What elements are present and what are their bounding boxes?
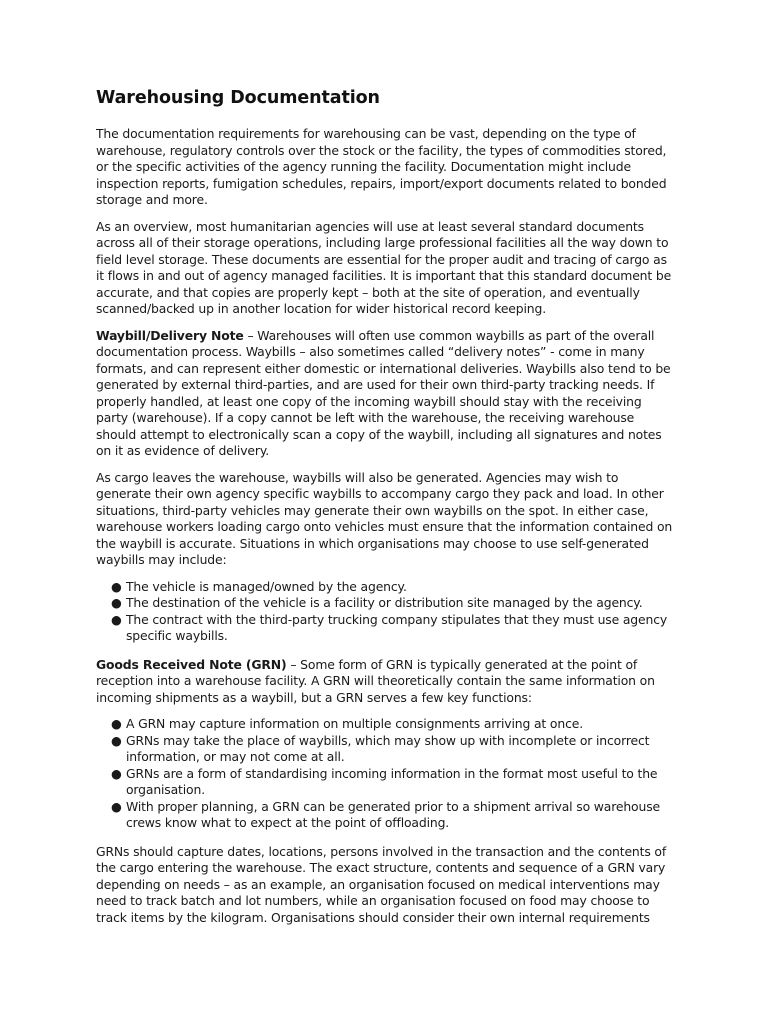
bullet-icon: ●: [111, 716, 122, 731]
waybill-text: – Warehouses will often use common waybills as part of the overall documentation process. Waybills – also sometimes called “delivery notes” - come in many formats, and can represent either domestic or international deliveries. Waybills also tend to be generated by external third-parties, and are used for their own third-party tracking needs. If properly handled, at least one copy of the incoming waybill should stay with the receiving party (warehouse). If a copy cannot be left with the warehouse, the receiving warehouse should attempt to electronically scan a copy of the waybill, including all signatures and notes on it as evidence of delivery.: [96, 327, 671, 458]
paragraph-grn: [96, 657, 676, 707]
bullet-icon: ●: [111, 765, 122, 781]
grn-functions-list: [96, 716, 676, 832]
list-item: [111, 798, 676, 832]
paragraph-overview: As an overview, most humanitarian agencies will use at least several standard documents across all of their storage operations, including large professional facilities all the way down to field level storage. These documents are essential for the proper audit and tracing of cargo as it flows in and out of agency managed facilities. It is important that this standard document be accurate, and that copies are properly kept – both at the site of operation, and eventually scanned/backed up in another location for wider historical record keeping.: [96, 218, 672, 316]
list-item-text: The vehicle is managed/owned by the agency.: [126, 578, 407, 594]
bullet-icon: ●: [111, 732, 122, 748]
list-item: [111, 732, 676, 766]
list-item-text: With proper planning, a GRN can be generated prior to a shipment arrival so warehouse crews know what to expect at the point of offloading.: [126, 798, 660, 830]
paragraph-cargo-leaves: As cargo leaves the warehouse, waybills will also be generated. Agencies may wish to generate their own agency specific waybills to accompany cargo they pack and load. In other situations, third-party vehicles may generate their own waybills on the spot. In either case, warehouse workers loading cargo onto vehicles must ensure that the information contained on the waybill is accurate. Situations in which organisations may choose to use self-generated waybills may include:: [96, 469, 673, 567]
bullet-icon: ●: [111, 595, 122, 610]
bullet-icon: ●: [111, 578, 122, 594]
bullet-icon: ●: [111, 798, 122, 814]
waybill-heading: Waybill/Delivery Note: [96, 327, 244, 343]
page-title: Warehousing Documentation: [96, 88, 380, 108]
list-item-text: GRNs are a form of standardising incoming information in the format most useful to the organisation.: [126, 765, 658, 797]
list-item-text: A GRN may capture information on multiple consignments arriving at once.: [126, 716, 583, 731]
grn-text: – Some form of GRN is typically generated at the point of reception into a warehouse facility. A GRN will theoretically contain the same information on incoming shipments as a waybill, but a GRN serves a few key functions:: [96, 656, 655, 705]
paragraph-waybill: [96, 328, 676, 460]
waybill-situations-list: [96, 579, 676, 645]
document-page: [96, 86, 676, 936]
list-item: [111, 595, 676, 612]
list-item-text: GRNs may take the place of waybills, which may show up with incomplete or incorrect information, or may not come at all.: [126, 732, 650, 764]
list-item: [111, 716, 676, 733]
list-item-text: The destination of the vehicle is a facility or distribution site managed by the agency.: [126, 595, 643, 610]
paragraph-grn-capture: GRNs should capture dates, locations, persons involved in the transaction and the contents of the cargo entering the warehouse. The exact structure, contents and sequence of a GRN vary depending on needs – as an example, an organisation focused on medical interventions may need to track batch and lot numbers, while an organisation focused on food may choose to track items by the kilogram. Organisations should consider their own internal requirements: [96, 843, 667, 925]
list-item: [111, 578, 676, 596]
bullet-icon: ●: [111, 611, 122, 627]
list-item-text: The contract with the third-party trucking company stipulates that they must use agency specific waybills.: [126, 611, 668, 643]
list-item: [111, 765, 676, 799]
paragraph-intro: The documentation requirements for warehousing can be vast, depending on the type of warehouse, regulatory controls over the stock or the facility, the types of commodities stored, or the specific activities of the agency running the facility. Documentation might include inspection reports, fumigation schedules, repairs, import/export documents related to bonded storage and more.: [96, 126, 667, 207]
grn-heading: Goods Received Note (GRN): [96, 656, 287, 672]
list-item: [111, 611, 676, 645]
